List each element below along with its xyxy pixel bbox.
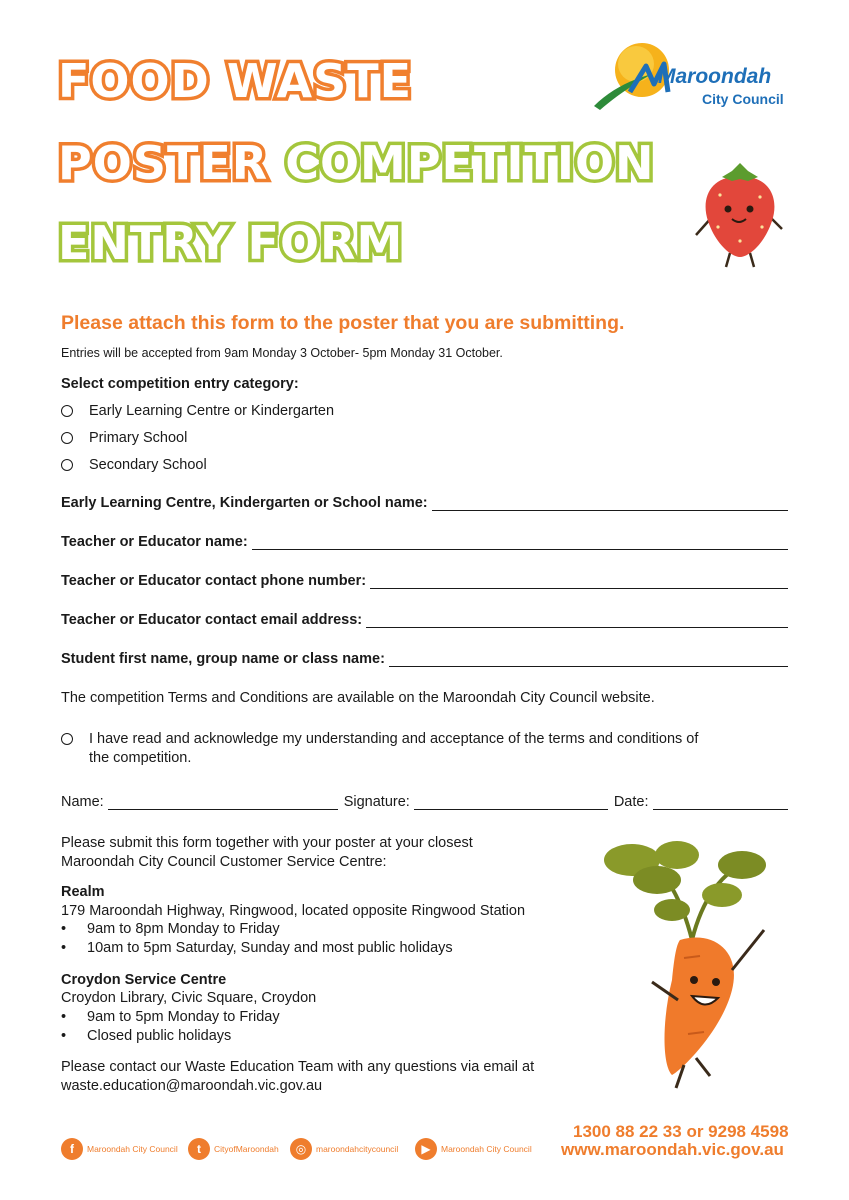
council-logo	[590, 40, 790, 118]
acknowledge-checkbox[interactable]	[61, 730, 701, 768]
location-realm-name: Realm	[61, 884, 105, 900]
category-option-secondary[interactable]	[61, 455, 207, 475]
field-teacher-email[interactable]	[61, 612, 788, 628]
field-input-line[interactable]	[370, 575, 788, 589]
category-option-early-learning[interactable]	[61, 401, 334, 421]
name-input-line[interactable]	[108, 796, 338, 810]
list-item: • 10am to 5pm Saturday, Sunday and most public holidays	[61, 940, 453, 956]
signature-input-line[interactable]	[414, 796, 608, 810]
location-croydon-name: Croydon Service Centre	[61, 972, 227, 988]
field-input-line[interactable]	[252, 536, 788, 550]
facebook-icon: f	[61, 1138, 83, 1160]
option-label: Early Learning Centre or Kindergarten	[89, 403, 335, 419]
field-school-name[interactable]	[61, 495, 788, 511]
instruction-heading: Please attach this form to the poster that you are submitting.	[61, 312, 625, 334]
youtube-icon: ▶	[415, 1138, 437, 1160]
social-twitter[interactable]: t CityofMaroondah	[188, 1137, 279, 1161]
category-label: Select competition entry category:	[61, 376, 299, 392]
field-label: Student first name, group name or class name:	[61, 651, 385, 667]
radio-icon[interactable]	[61, 459, 73, 471]
field-label: Early Learning Centre, Kindergarten or School name:	[61, 495, 428, 511]
list-item: • 9am to 5pm Monday to Friday	[61, 1009, 280, 1025]
entries-dates: Entries will be accepted from 9am Monday 3 October- 5pm Monday 31 October.	[61, 346, 503, 360]
field-input-line[interactable]	[432, 497, 788, 511]
acknowledge-text: I have read and acknowledge my understanding and acceptance of the terms and conditions of the competition.	[89, 731, 699, 766]
title-competition: COMPETITION	[285, 136, 655, 190]
radio-icon[interactable]	[61, 432, 73, 444]
list-item: • 9am to 8pm Monday to Friday	[61, 921, 280, 937]
date-input-line[interactable]	[653, 796, 789, 810]
radio-icon[interactable]	[61, 405, 73, 417]
instagram-icon: ◎	[290, 1138, 312, 1160]
title-poster: POSTER	[58, 136, 269, 190]
field-input-line[interactable]	[366, 614, 788, 628]
signature-row	[61, 794, 788, 810]
location-realm-address: 179 Maroondah Highway, Ringwood, located opposite Ringwood Station	[61, 903, 526, 919]
field-teacher-phone[interactable]	[61, 573, 788, 589]
field-student-name[interactable]	[61, 651, 788, 667]
submit-note: Please submit this form together with your poster at your closest Maroondah City Council Customer Service Centre:	[61, 835, 473, 870]
field-label: Teacher or Educator contact phone number:	[61, 573, 367, 589]
title-line-1: FOOD WASTE	[58, 54, 413, 108]
social-youtube[interactable]: ▶ Maroondah City Council	[415, 1137, 532, 1161]
signature-label: Signature:	[343, 794, 410, 810]
logo-subname: City Council	[702, 91, 784, 107]
title-line-3: ENTRY FORM	[58, 216, 404, 270]
twitter-icon: t	[188, 1138, 210, 1160]
title-line-2	[58, 136, 655, 190]
logo-name: Maroondah	[658, 65, 772, 88]
radio-icon[interactable]	[61, 733, 73, 745]
category-option-primary[interactable]	[61, 428, 187, 448]
name-label: Name:	[61, 794, 104, 810]
list-item: • Closed public holidays	[61, 1028, 232, 1044]
strawberry-icon	[690, 155, 790, 275]
field-label: Teacher or Educator contact email address:	[61, 612, 363, 628]
social-instagram[interactable]: ◎ maroondahcitycouncil	[290, 1137, 398, 1161]
field-input-line[interactable]	[389, 653, 788, 667]
option-label: Secondary School	[89, 457, 207, 473]
contact-note: Please contact our Waste Education Team with any questions via email at waste.education@maroondah.vic.gov.au	[61, 1059, 535, 1094]
field-teacher-name[interactable]	[61, 534, 788, 550]
date-label: Date:	[613, 794, 649, 810]
option-label: Primary School	[89, 430, 188, 446]
footer-website[interactable]: www.maroondah.vic.gov.au	[561, 1140, 784, 1159]
footer-phone[interactable]: 1300 88 22 33 or 9298 4598	[573, 1122, 789, 1141]
field-label: Teacher or Educator name:	[61, 534, 248, 550]
carrot-icon	[592, 840, 802, 1090]
terms-note: The competition Terms and Conditions are available on the Maroondah City Council website.	[61, 690, 655, 706]
location-croydon-address: Croydon Library, Civic Square, Croydon	[61, 990, 317, 1006]
social-facebook[interactable]: f Maroondah City Council	[61, 1137, 178, 1161]
